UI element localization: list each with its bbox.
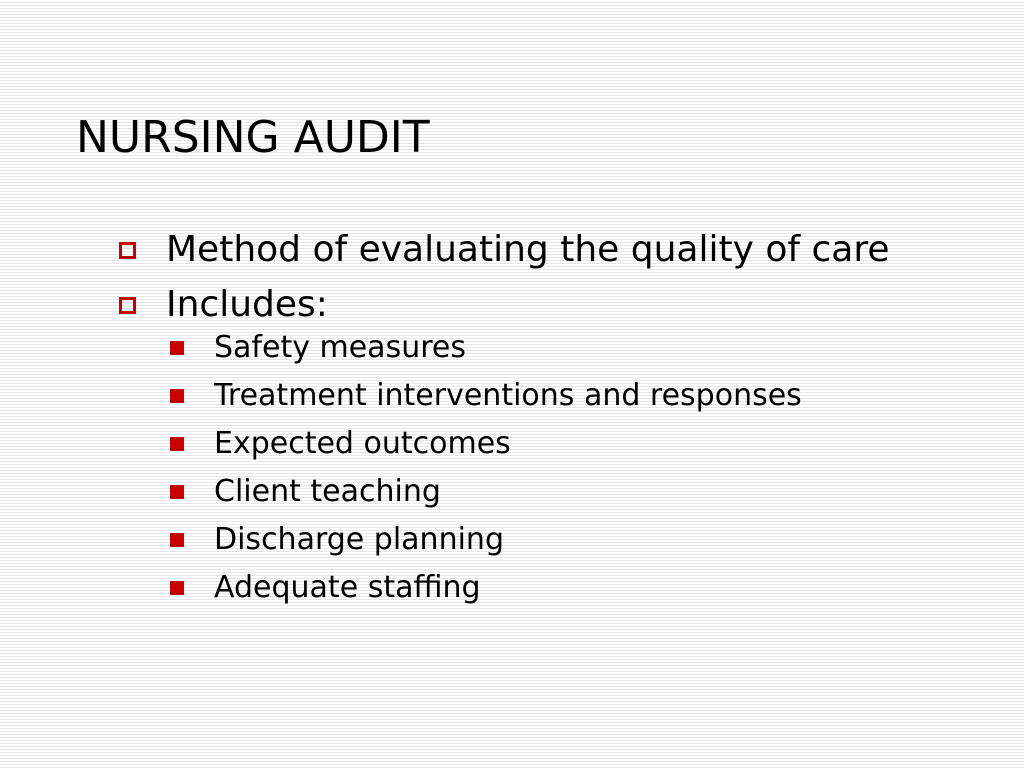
bullet-text: Method of evaluating the quality of care	[166, 229, 890, 270]
hollow-square-icon	[119, 297, 136, 314]
sub-bullet-item	[166, 329, 976, 366]
sub-bullet-item	[166, 425, 976, 462]
sub-bullet-text: Treatment interventions and responses	[214, 378, 802, 413]
sub-bullet-item	[166, 377, 976, 414]
filled-square-icon	[170, 581, 184, 595]
sub-bullet-text: Adequate staffing	[214, 570, 481, 605]
filled-square-icon	[170, 341, 184, 355]
bullet-list	[116, 227, 976, 617]
filled-square-icon	[170, 389, 184, 403]
filled-square-icon	[170, 533, 184, 547]
sub-bullet-item	[166, 569, 976, 606]
sub-bullet-list	[166, 329, 976, 606]
bullet-item	[116, 282, 976, 606]
filled-square-icon	[170, 437, 184, 451]
slide-title: NURSING AUDIT	[76, 112, 430, 163]
bullet-text: Includes:	[166, 284, 328, 325]
filled-square-icon	[170, 485, 184, 499]
sub-bullet-text: Safety measures	[214, 330, 466, 365]
sub-bullet-item	[166, 473, 976, 510]
hollow-square-icon	[119, 242, 136, 259]
bullet-item	[116, 227, 976, 272]
sub-bullet-item	[166, 521, 976, 558]
sub-bullet-text: Expected outcomes	[214, 426, 511, 461]
sub-bullet-text: Discharge planning	[214, 522, 504, 557]
sub-bullet-text: Client teaching	[214, 474, 441, 509]
